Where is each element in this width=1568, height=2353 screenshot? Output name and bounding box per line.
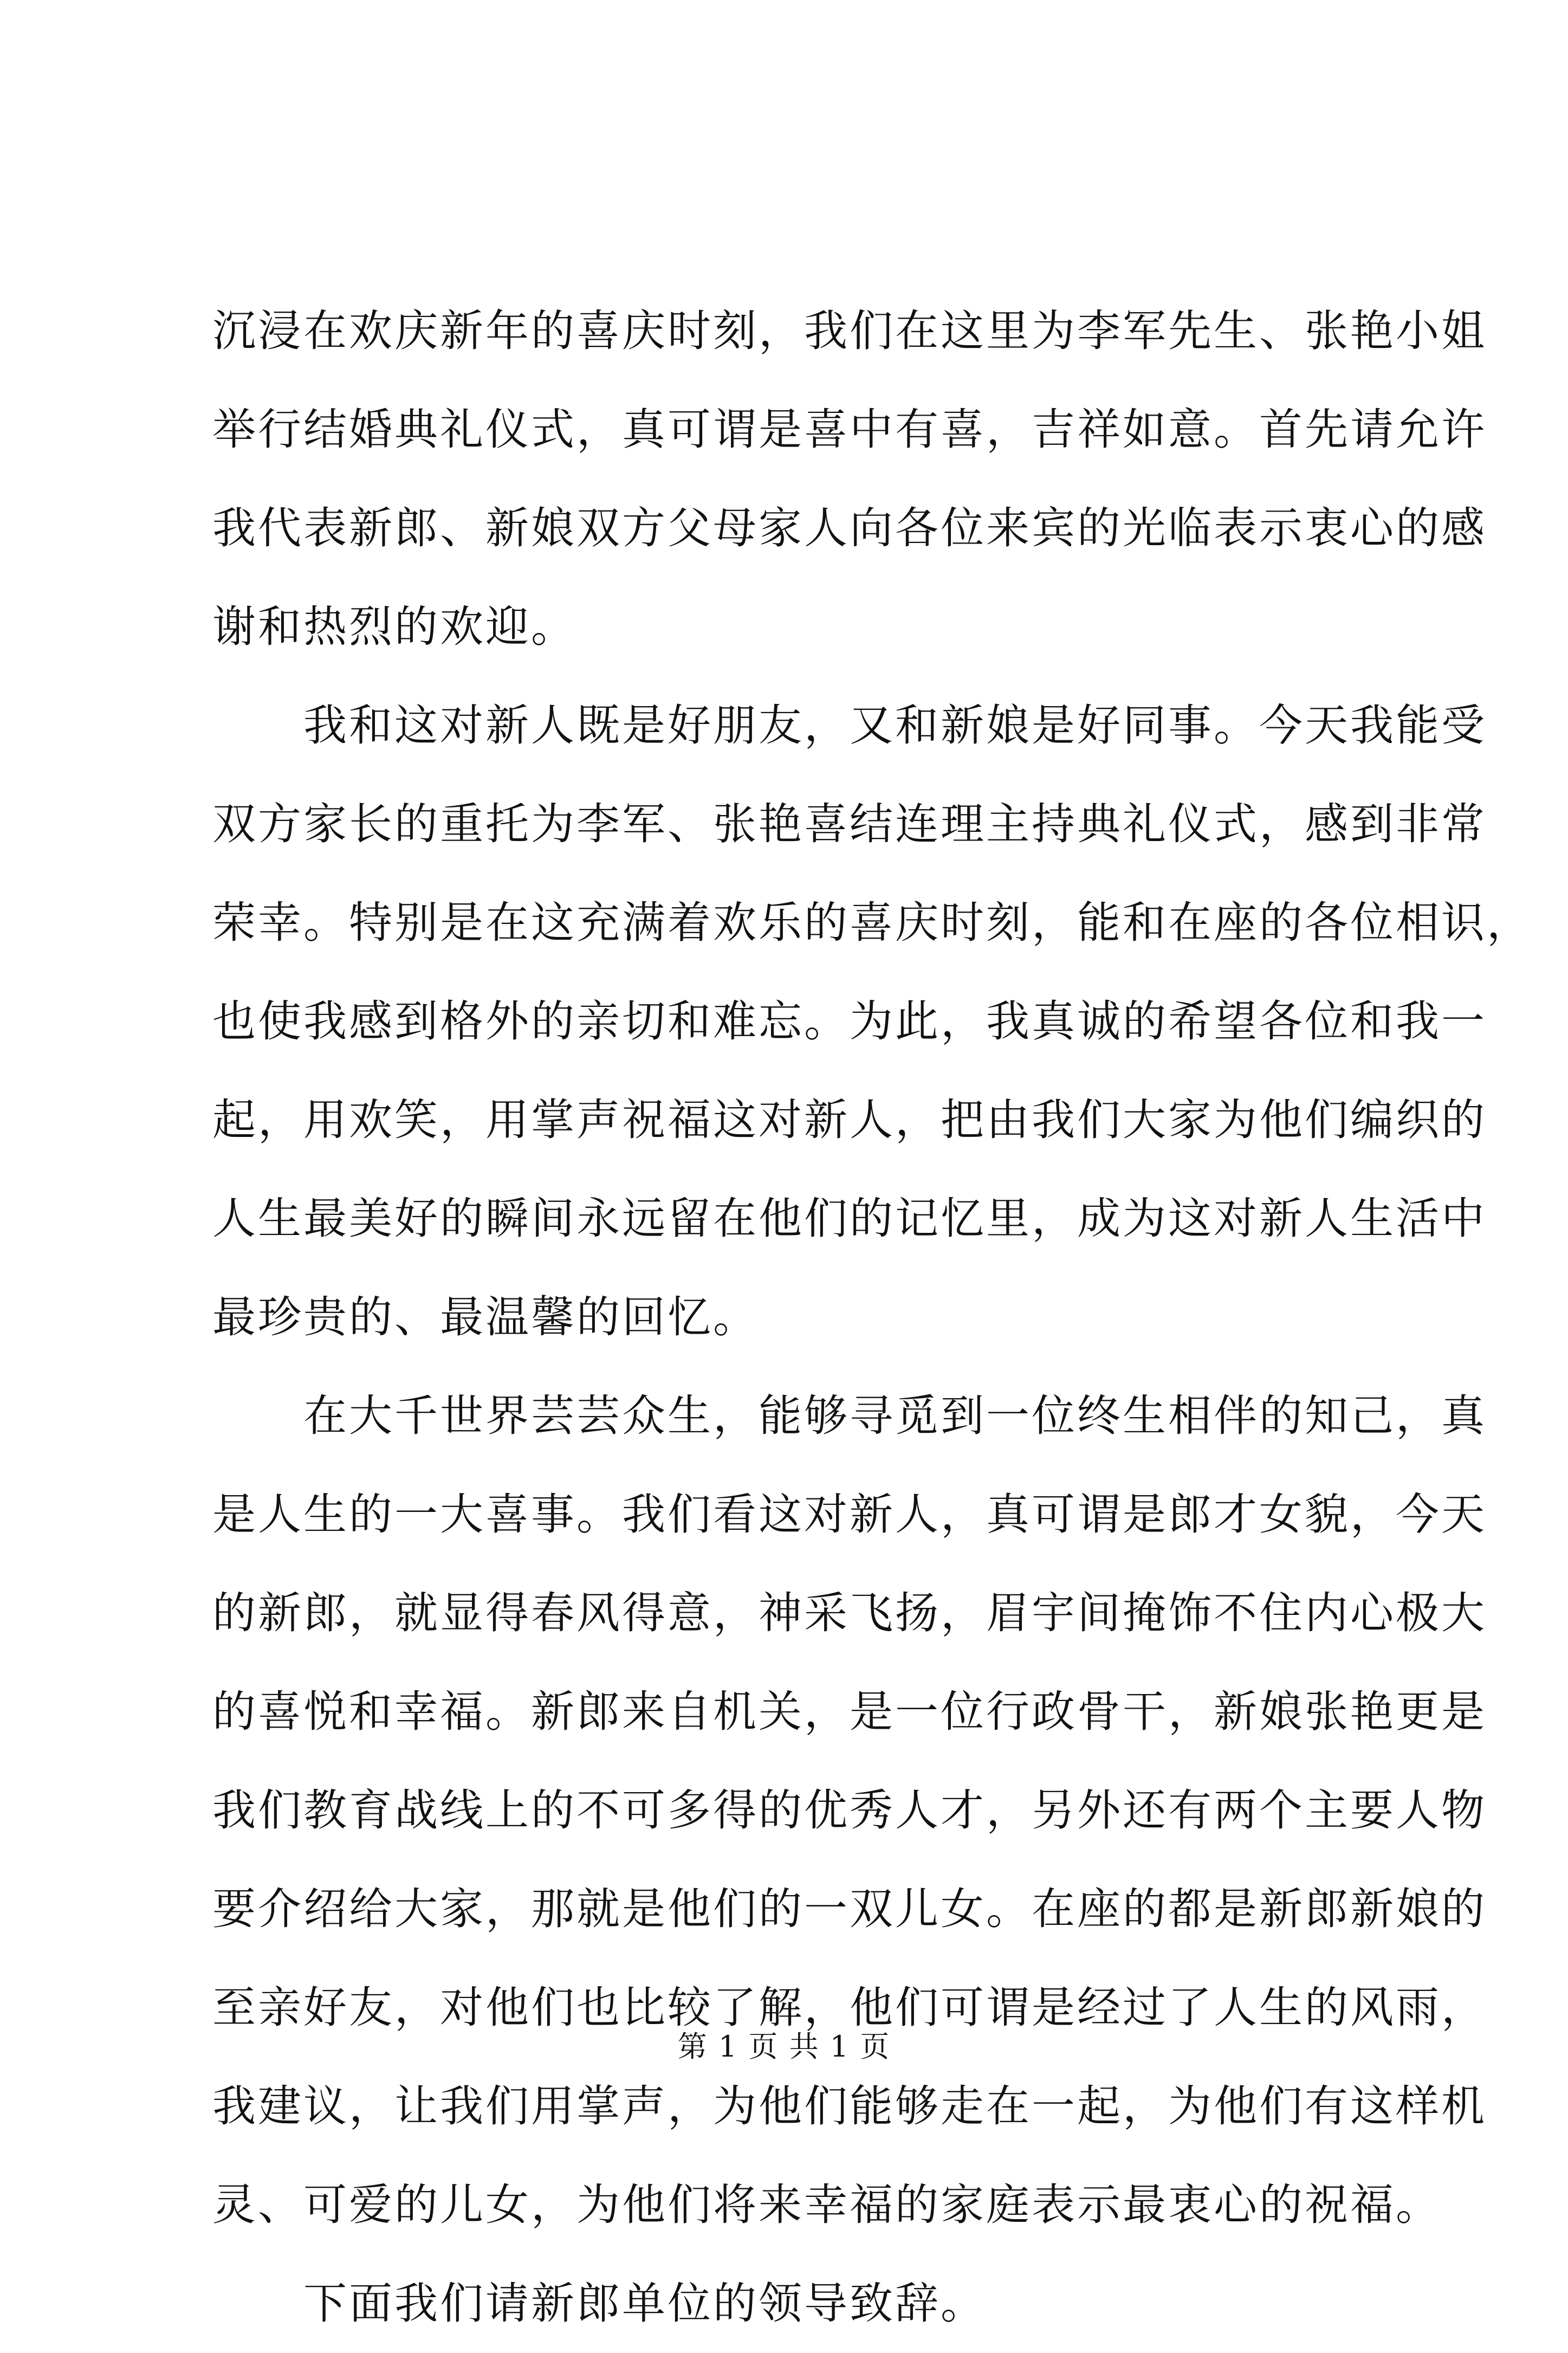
page-number-footer: 第 1 页 共 1 页 [677,2029,891,2064]
text-line: 也使我感到格外的亲切和难忘。为此，我真诚的希望各位和我一 [212,996,1487,1046]
text-line: 谢和热烈的欢迎。 [212,602,576,652]
text-line: 要介绍给大家，那就是他们的一双儿女。在座的都是新郎新娘的 [212,1884,1487,1934]
text-line: 的喜悦和幸福。新郎来自机关，是一位行政骨干，新娘张艳更是 [212,1686,1487,1737]
text-line: 我们教育战线上的不可多得的优秀人才，另外还有两个主要人物 [212,1785,1487,1835]
text-line: 是人生的一大喜事。我们看这对新人，真可谓是郎才女貌，今天 [212,1489,1487,1540]
text-line: 人生最美好的瞬间永远留在他们的记忆里，成为这对新人生活中 [212,1193,1487,1244]
text-line: 起，用欢笑，用掌声祝福这对新人，把由我们大家为他们编织的 [212,1095,1487,1145]
text-line: 我建议，让我们用掌声，为他们能够走在一起，为他们有这样机 [212,2081,1487,2131]
text-line: 双方家长的重托为李军、张艳喜结连理主持典礼仪式，感到非常 [212,799,1487,849]
text-line: 沉浸在欢庆新年的喜庆时刻，我们在这里为李军先生、张艳小姐 [212,306,1487,356]
text-line: 至亲好友，对他们也比较了解，他们可谓是经过了人生的风雨， [212,1982,1487,2033]
text-line: 我代表新郎、新娘双方父母家人向各位来宾的光临表示衷心的感 [212,503,1487,553]
text-line: 荣幸。特别是在这充满着欢乐的喜庆时刻，能和在座的各位相识， [212,897,1532,948]
paragraph-first-line: 在大千世界芸芸众生，能够寻觅到一位终生相伴的知己，真 [303,1391,1487,1441]
text-line: 的新郎，就显得春风得意，神采飞扬，眉宇间掩饰不住内心极大 [212,1588,1487,1638]
text-line: 举行结婚典礼仪式，真可谓是喜中有喜，吉祥如意。首先请允许 [212,404,1487,455]
paragraph-first-line: 下面我们请新郎单位的领导致辞。 [303,2278,986,2329]
paragraph-first-line: 我和这对新人既是好朋友，又和新娘是好同事。今天我能受 [303,700,1487,751]
text-line: 最珍贵的、最温馨的回忆。 [212,1292,759,1342]
text-line: 灵、可爱的儿女，为他们将来幸福的家庭表示最衷心的祝福。 [212,2180,1441,2230]
